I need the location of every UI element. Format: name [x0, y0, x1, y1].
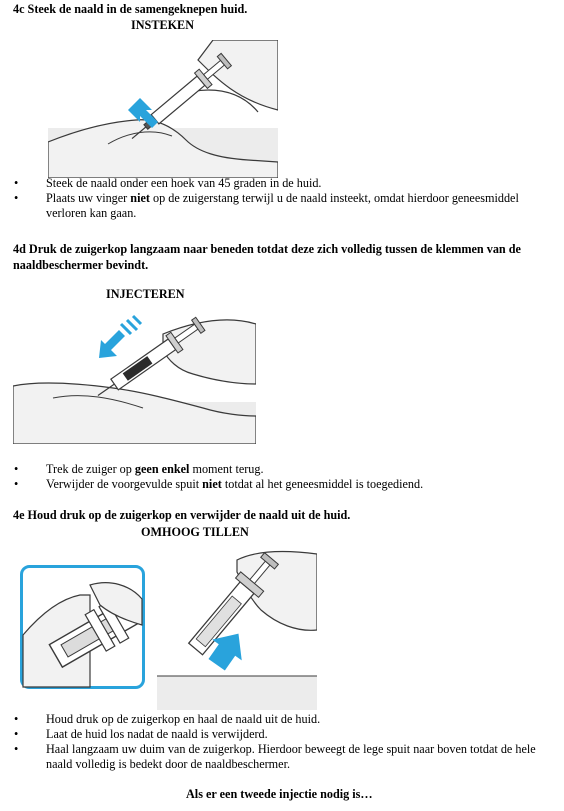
- step-4e-bullets: [0, 712, 564, 772]
- list-item: • Laat de huid los nadat de naald is verwijderd.: [14, 727, 268, 741]
- step-4e-heading: 4e Houd druk op de zuigerkop en verwijder de naald uit de huid.: [13, 508, 351, 522]
- step-4c-heading: 4c Steek de naald in de samengeknepen huid.: [13, 2, 248, 16]
- step-4d-label: INJECTEREN: [106, 287, 185, 301]
- list-item: • Verwijder de voorgevulde spuit niet totdat al het geneesmiddel is toegediend.: [14, 477, 424, 491]
- step-4c-label: INSTEKEN: [131, 18, 194, 32]
- list-item: • Haal langzaam uw duim van de zuigerkop. Hierdoor beweegt de lege spuit naar boven totdat de hele naald volledig is bedekt door de naaldbeschermer.: [14, 742, 536, 771]
- illustration-lift: [157, 550, 317, 710]
- step-4c-bullets: [0, 176, 564, 221]
- list-item: • Plaats uw vinger niet op de zuigerstang terwijl u de naald insteekt, omdat hierdoor geneesmiddel verloren kan gaan.: [14, 191, 519, 220]
- illustration-insert: [48, 40, 278, 178]
- step-4d-bullets: [0, 462, 564, 492]
- list-item: • Houd druk op de zuigerkop en haal de naald uit de huid.: [14, 712, 321, 726]
- step-4e-label: OMHOOG TILLEN: [141, 525, 249, 539]
- list-item: • Trek de zuiger op geen enkel moment terug.: [14, 462, 264, 476]
- step-4d-heading: 4d Druk de zuigerkop langzaam naar beneden totdat deze zich volledig tussen de klemmen van de naaldbeschermer bevindt.: [13, 242, 521, 272]
- list-item: • Steek de naald onder een hoek van 45 graden in de huid.: [14, 176, 322, 190]
- footer-note: Als er een tweede injectie nodig is…: [186, 787, 373, 801]
- illustration-inject: [13, 304, 256, 444]
- illustration-inset-clips: [20, 565, 145, 689]
